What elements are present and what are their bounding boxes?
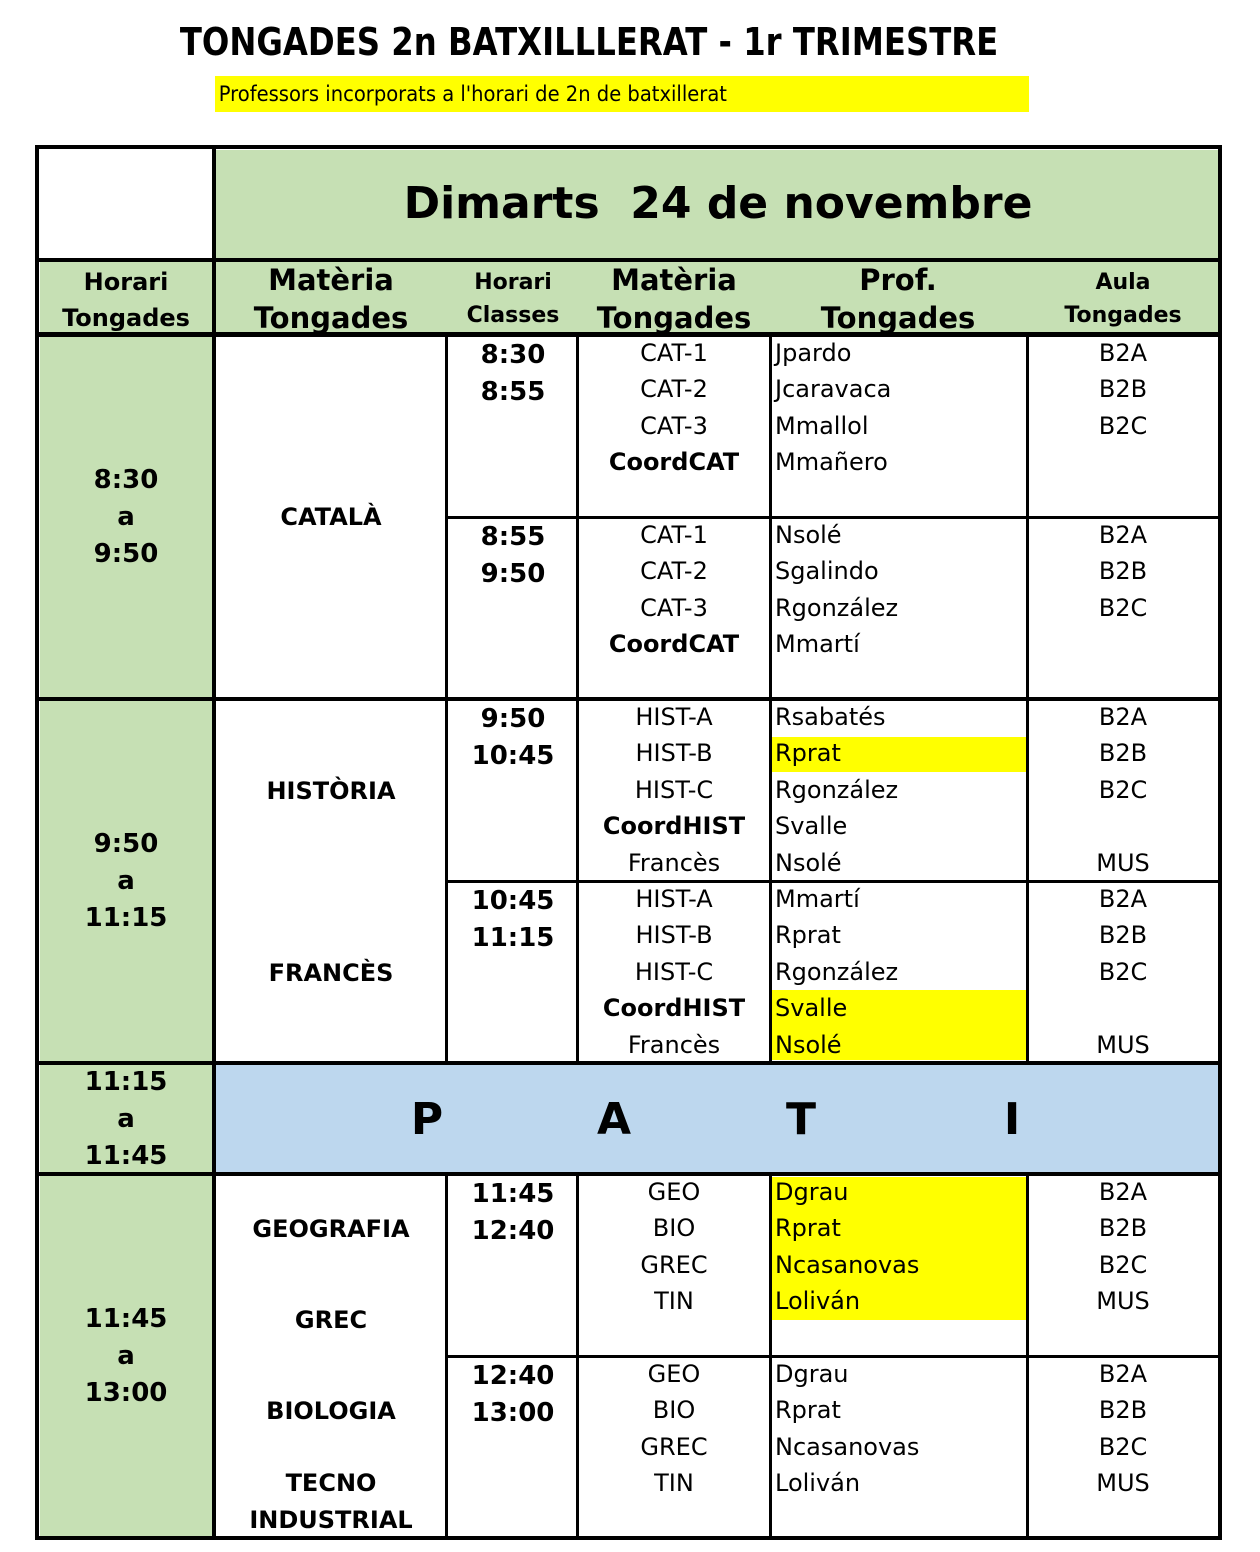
session-time: 11:45 12:40 bbox=[471, 1179, 555, 1246]
session-prof: Nsolé bbox=[775, 521, 842, 549]
header-aula-tongades: Aula Tongades bbox=[1064, 270, 1182, 328]
session-materia: CAT-1 bbox=[640, 521, 708, 549]
block-time-3: 11:15 a 11:45 bbox=[84, 1067, 168, 1171]
grid-line-h bbox=[35, 697, 1222, 701]
session-prof: Mmañero bbox=[775, 448, 888, 477]
session-aula: B2B bbox=[1098, 921, 1148, 950]
legend-highlight bbox=[215, 76, 1029, 112]
session-prof: Rgonzález bbox=[775, 957, 899, 986]
session-prof: Rsabatés bbox=[775, 703, 886, 731]
session-materia: CAT-2 bbox=[640, 375, 708, 404]
session-prof: Loliván bbox=[775, 1469, 861, 1498]
subject-historia: HISTÒRIA bbox=[266, 777, 396, 805]
session-materia: CAT-2 bbox=[640, 557, 708, 586]
session-materia: HIST-B bbox=[635, 921, 713, 950]
session-prof: Ncasanovas bbox=[775, 1432, 920, 1461]
subject-geografia: GEOGRAFIA bbox=[252, 1215, 410, 1243]
session-time: 8:55 9:50 bbox=[480, 522, 546, 589]
session-aula: B2A bbox=[1098, 339, 1148, 367]
subject-biologia: BIOLOGIA bbox=[266, 1397, 396, 1425]
session-prof: Svalle bbox=[775, 994, 848, 1023]
pati-letter-p: P bbox=[410, 1094, 444, 1145]
grid-line-v bbox=[1218, 145, 1222, 1540]
grid-line-v bbox=[212, 145, 216, 1540]
session-prof: Svalle bbox=[775, 812, 848, 841]
session-aula: B2C bbox=[1098, 775, 1148, 804]
session-materia: TIN bbox=[654, 1287, 694, 1316]
header-materia-tongades-2: Matèria Tongades bbox=[596, 263, 752, 335]
session-aula: B2C bbox=[1098, 957, 1148, 986]
session-prof: Rprat bbox=[775, 739, 841, 768]
session-prof: Rprat bbox=[775, 1214, 841, 1243]
session-prof: Dgrau bbox=[775, 1178, 849, 1206]
subject-tecno: TECNO bbox=[285, 1469, 377, 1497]
session-aula: B2C bbox=[1098, 1250, 1148, 1279]
session-prof: Jpardo bbox=[775, 339, 852, 367]
session-prof: Ncasanovas bbox=[775, 1250, 920, 1279]
session-aula: MUS bbox=[1096, 848, 1150, 877]
session-aula: MUS bbox=[1096, 1287, 1150, 1316]
session-aula: B2C bbox=[1098, 593, 1148, 622]
block-time-2: 9:50 a 11:15 bbox=[84, 829, 168, 933]
grid-line-h bbox=[35, 1172, 1222, 1176]
session-materia: HIST-A bbox=[635, 703, 713, 731]
subject-catala: CATALÀ bbox=[280, 503, 382, 531]
session-aula: MUS bbox=[1096, 1469, 1150, 1498]
block-time-4: 11:45 a 13:00 bbox=[84, 1304, 168, 1408]
session-materia: Francès bbox=[627, 1030, 721, 1059]
session-time: 9:50 10:45 bbox=[471, 704, 555, 771]
session-prof: Nsolé bbox=[775, 1030, 842, 1059]
session-materia: CAT-3 bbox=[640, 411, 708, 440]
session-aula: B2B bbox=[1098, 1214, 1148, 1243]
pati-cell bbox=[216, 1065, 1220, 1172]
session-prof: Rgonzález bbox=[775, 775, 899, 804]
session-aula: MUS bbox=[1096, 1030, 1150, 1059]
session-materia: CoordHIST bbox=[602, 994, 746, 1023]
session-materia: CoordCAT bbox=[608, 448, 740, 477]
pati-letter-t: T bbox=[785, 1094, 817, 1145]
pati-letter-a: A bbox=[596, 1094, 632, 1145]
session-materia: HIST-B bbox=[635, 739, 713, 768]
session-materia: HIST-A bbox=[635, 885, 713, 913]
session-materia: CAT-3 bbox=[640, 593, 708, 622]
session-materia: Francès bbox=[627, 848, 721, 877]
session-materia: CoordCAT bbox=[608, 630, 740, 659]
session-aula: B2C bbox=[1098, 411, 1148, 440]
header-horari-tongades: Horari Tongades bbox=[62, 268, 190, 332]
session-aula: B2B bbox=[1098, 375, 1148, 404]
session-aula: B2B bbox=[1098, 557, 1148, 586]
session-aula: B2C bbox=[1098, 1432, 1148, 1461]
legend-text: Professors incorporats a l'horari de 2n de batxillerat bbox=[218, 82, 727, 106]
subject-industrial: INDUSTRIAL bbox=[249, 1506, 413, 1534]
header-prof-tongades: Prof. Tongades bbox=[820, 263, 976, 335]
session-prof: Rgonzález bbox=[775, 593, 899, 622]
session-materia: BIO bbox=[652, 1214, 696, 1243]
subject-frances: FRANCÈS bbox=[268, 959, 394, 987]
session-time: 8:30 8:55 bbox=[480, 340, 546, 407]
session-time: 12:40 13:00 bbox=[471, 1361, 555, 1428]
session-aula: B2A bbox=[1098, 703, 1148, 731]
session-materia: HIST-C bbox=[634, 957, 714, 986]
session-materia: GREC bbox=[640, 1432, 708, 1461]
session-prof: Mmallol bbox=[775, 411, 869, 440]
block-time-1: 8:30 a 9:50 bbox=[93, 465, 159, 569]
header-materia-tongades: Matèria Tongades bbox=[253, 263, 409, 335]
session-prof: Loliván bbox=[775, 1287, 861, 1316]
grid-line-v bbox=[35, 145, 39, 1540]
session-prof: Rprat bbox=[775, 921, 841, 950]
session-materia: CAT-1 bbox=[640, 339, 708, 367]
session-prof: Sgalindo bbox=[775, 557, 879, 586]
pati-letter-i: I bbox=[1003, 1094, 1021, 1145]
session-prof: Mmartí bbox=[775, 630, 860, 659]
session-materia: TIN bbox=[654, 1469, 694, 1498]
session-aula: B2A bbox=[1098, 1178, 1148, 1206]
session-time: 10:45 11:15 bbox=[471, 886, 555, 953]
session-prof: Nsolé bbox=[775, 848, 842, 877]
session-materia: HIST-C bbox=[634, 775, 714, 804]
session-materia: GREC bbox=[640, 1250, 708, 1279]
session-prof: Rprat bbox=[775, 1396, 841, 1425]
session-aula: B2B bbox=[1098, 739, 1148, 768]
header-horari-classes: Horari Classes bbox=[466, 270, 560, 328]
session-aula: B2A bbox=[1098, 521, 1148, 549]
day-header: Dimarts 24 de novembre bbox=[403, 178, 1033, 229]
session-prof: Mmartí bbox=[775, 885, 860, 913]
session-aula: B2A bbox=[1098, 885, 1148, 913]
session-materia: BIO bbox=[652, 1396, 696, 1425]
session-aula: B2A bbox=[1098, 1360, 1148, 1388]
session-materia: GEO bbox=[647, 1360, 701, 1388]
subject-grec: GREC bbox=[294, 1306, 368, 1334]
session-prof: Jcaravaca bbox=[775, 375, 892, 404]
page-title: TONGADES 2n BATXILLLERAT - 1r TRIMESTRE bbox=[179, 20, 999, 64]
session-materia: GEO bbox=[647, 1178, 701, 1206]
session-aula: B2B bbox=[1098, 1396, 1148, 1425]
session-prof: Dgrau bbox=[775, 1360, 849, 1388]
session-materia: CoordHIST bbox=[602, 812, 746, 841]
